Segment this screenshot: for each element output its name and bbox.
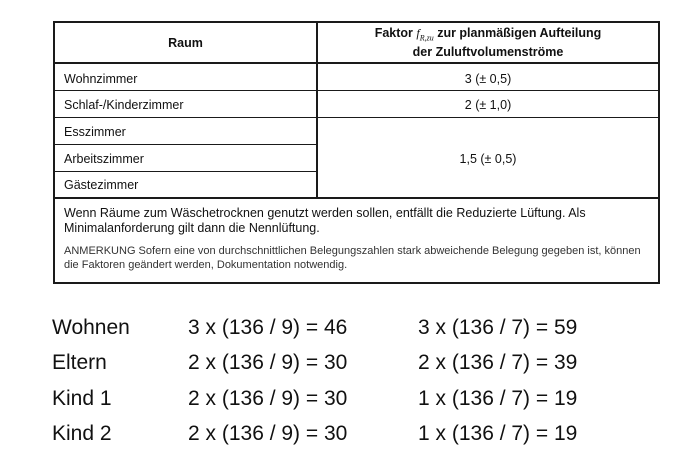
- calc-name: Eltern: [52, 351, 107, 374]
- calc-row-eltern: [52, 349, 672, 377]
- calc-row-wohnen: [52, 314, 672, 342]
- note-text: Wenn Räume zum Wäschetrocknen genutzt werden sollen, entfällt die Reduzierte Lüftung. Als Minimalanforderung gilt dann die Nennlüftung.: [64, 206, 586, 235]
- row-divider: [55, 90, 658, 91]
- room-gaestezimmer: Gästezimmer: [64, 178, 139, 192]
- calc-name: Wohnen: [52, 316, 130, 339]
- calc-b: 2 x (136 / 7) = 39: [418, 351, 578, 374]
- row-divider: [55, 171, 316, 172]
- header-faktor-subscript: R,zu: [419, 33, 434, 43]
- room-factor-table: [53, 21, 660, 284]
- header-faktor: [318, 23, 658, 62]
- calc-a: 2 x (136 / 9) = 30: [188, 387, 348, 410]
- calc-a: 2 x (136 / 9) = 30: [188, 422, 348, 445]
- calc-a: 3 x (136 / 9) = 46: [188, 316, 348, 339]
- row-divider: [55, 117, 658, 118]
- room-esszimmer: Esszimmer: [64, 125, 126, 139]
- calc-b: 1 x (136 / 7) = 19: [418, 422, 578, 445]
- anmerkung-text: ANMERKUNG Sofern eine von durchschnittlichen Belegungszahlen stark abweichende Belegung gegeben ist, können die Faktoren geändert werden, Dokumentation notwendig.: [64, 245, 641, 271]
- calc-name: Kind 2: [52, 422, 112, 445]
- factor-arbeitszimmer: 1,5 (± 0,5): [459, 152, 517, 166]
- header-faktor-pre: Faktor: [374, 25, 417, 40]
- room-arbeitszimmer: Arbeitszimmer: [64, 152, 144, 166]
- header-faktor-line2: der Zuluftvolumenströme: [412, 45, 564, 60]
- factor-wohnzimmer: 3 (± 0,5): [464, 72, 512, 86]
- header-faktor-line1: [375, 26, 602, 45]
- table-header-row: [55, 23, 658, 64]
- calc-name: Kind 1: [52, 387, 112, 410]
- header-raum: Raum: [168, 35, 203, 50]
- row-divider: [55, 144, 316, 145]
- calc-a: 2 x (136 / 9) = 30: [188, 351, 348, 374]
- room-wohnzimmer: Wohnzimmer: [64, 72, 138, 86]
- calc-b: 3 x (136 / 7) = 59: [418, 316, 578, 339]
- header-faktor-f: f: [416, 25, 420, 40]
- table-note: [55, 197, 658, 282]
- header-faktor-symbol: [416, 25, 434, 43]
- header-faktor-post: zur planmäßigen Aufteilung: [433, 25, 602, 40]
- calc-row-kind-2: [52, 420, 672, 448]
- calc-row-kind-1: [52, 385, 672, 413]
- calc-b: 1 x (136 / 7) = 19: [418, 387, 578, 410]
- factor-schlaf-kinderzimmer: 2 (± 1,0): [464, 98, 512, 112]
- room-schlaf-kinderzimmer: Schlaf-/Kinderzimmer: [64, 98, 184, 112]
